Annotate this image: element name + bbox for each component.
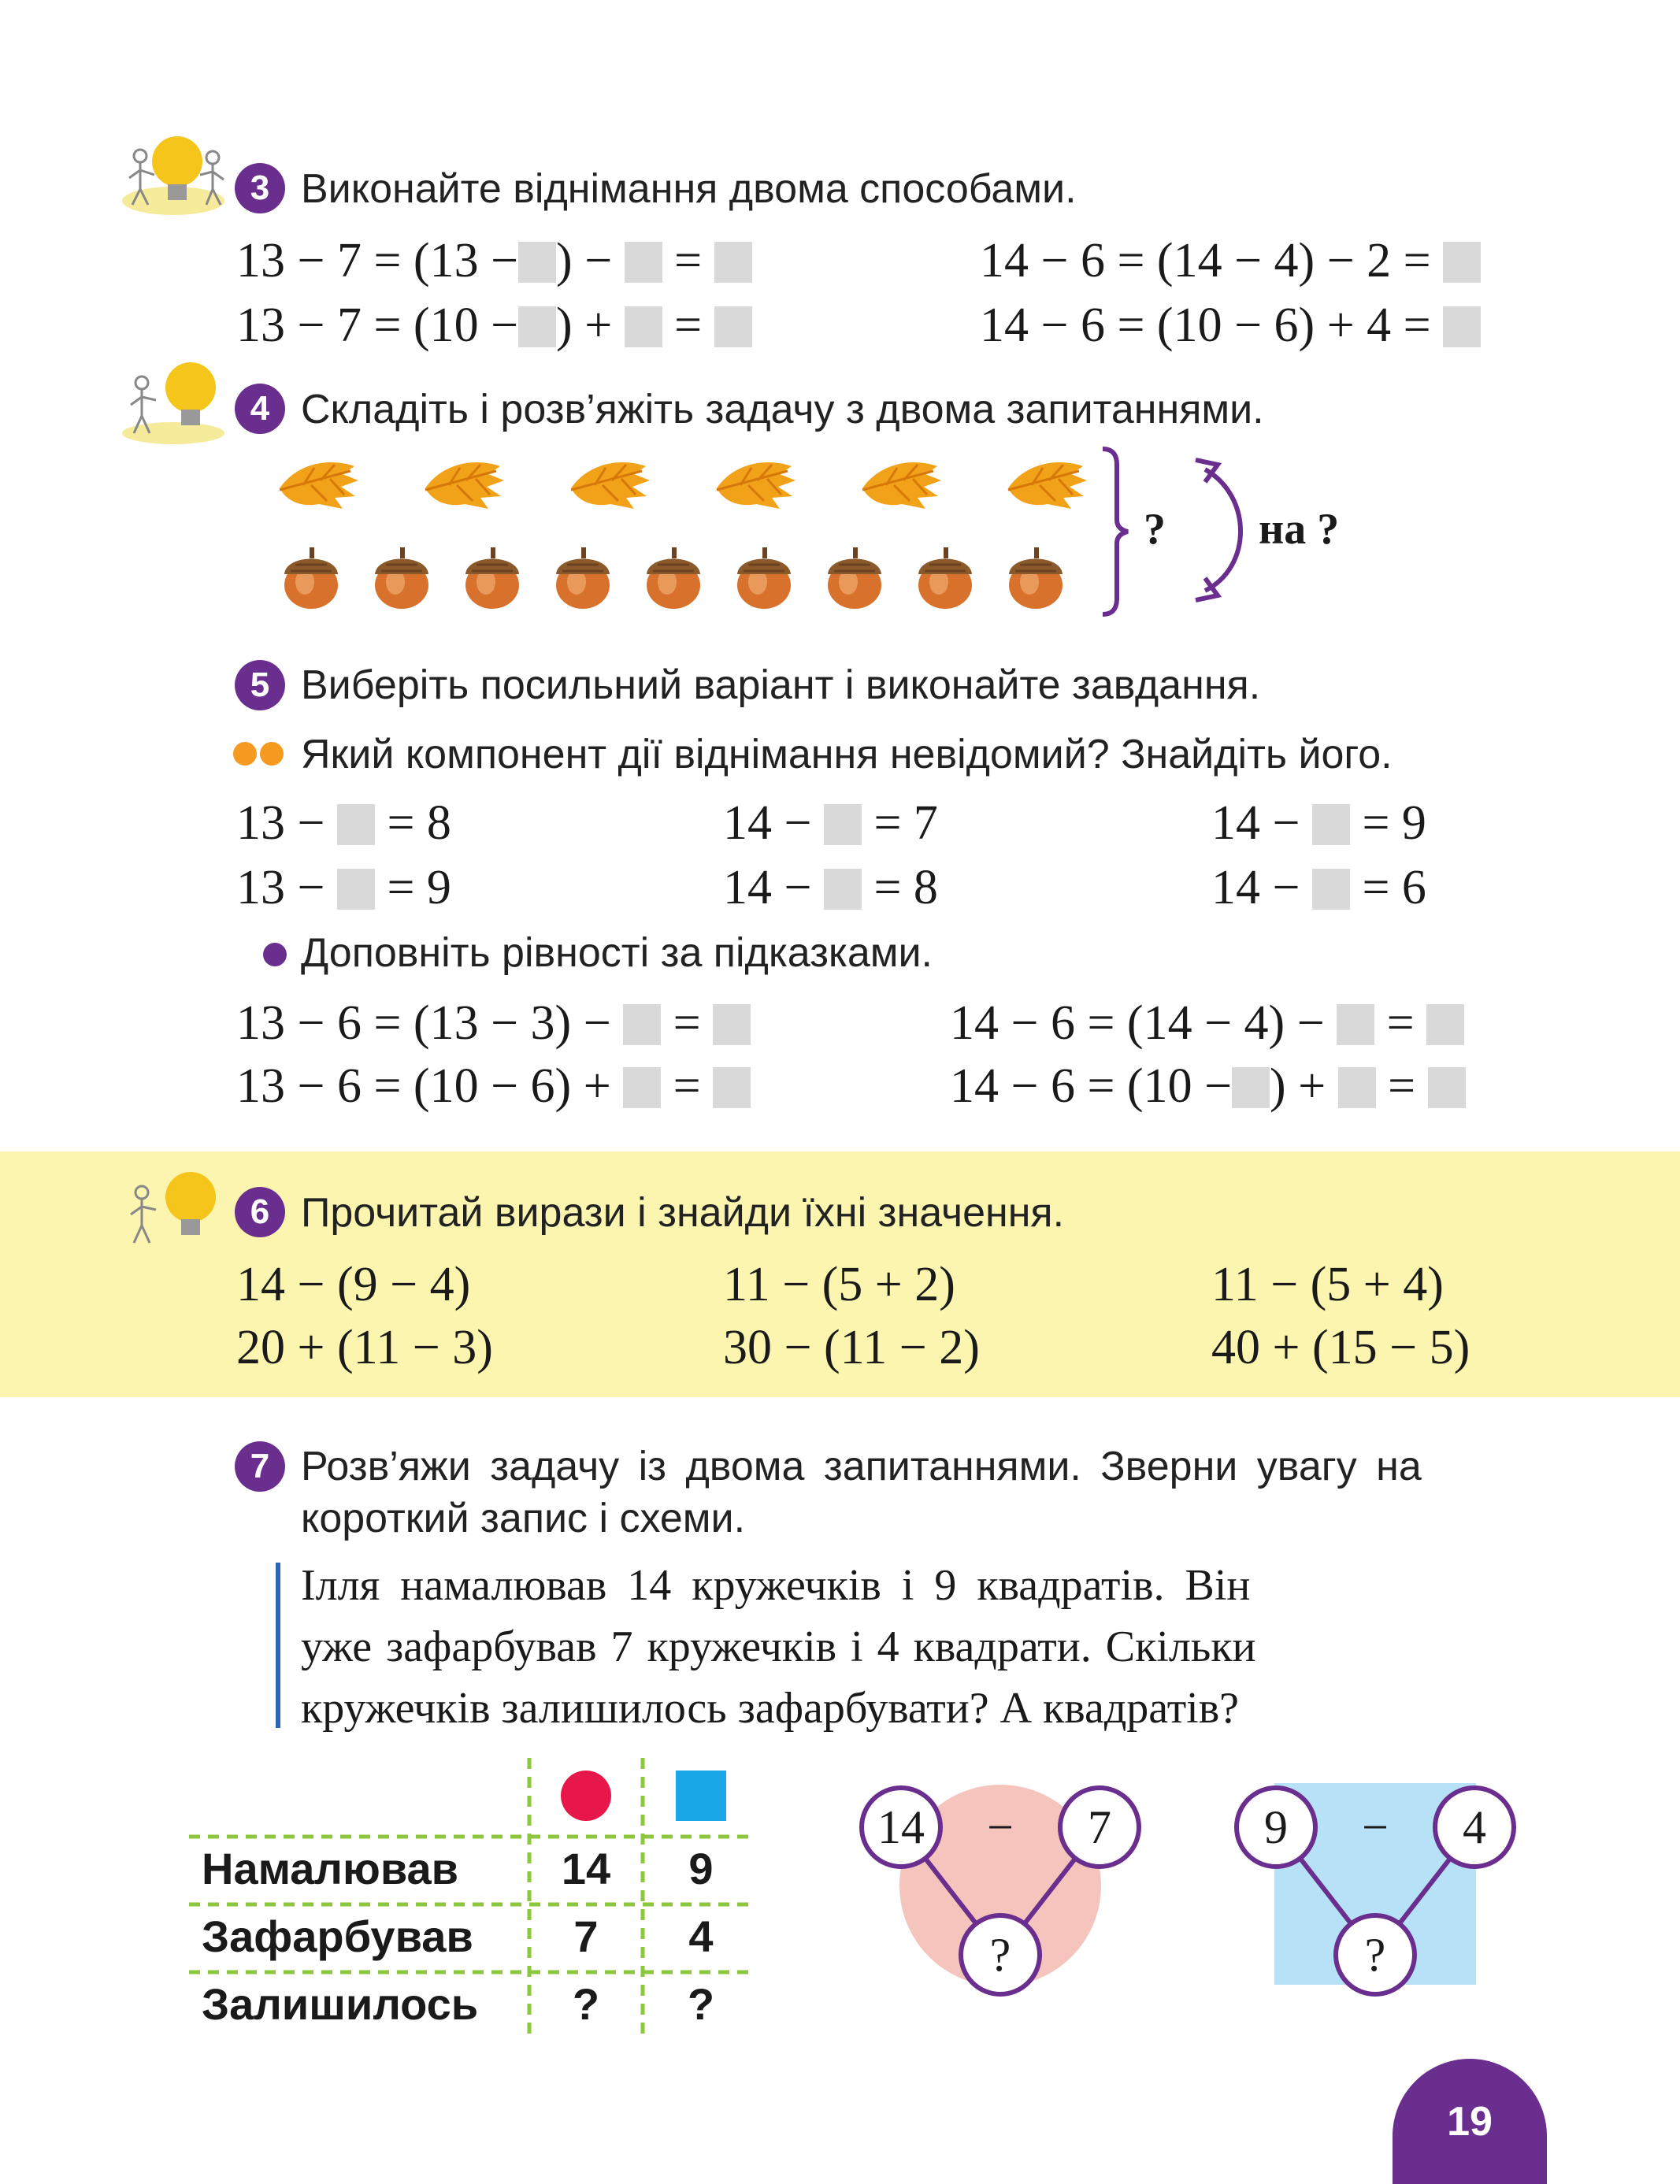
story-line-3: кружечків залишилось зафарбувати? А квадратів? [301,1684,1240,1733]
answer-box[interactable] [1426,1004,1464,1045]
answer-box[interactable] [518,306,556,347]
acorn-icon [1009,547,1063,609]
two-dots-icon [233,742,288,766]
lightbulb-kid-icon [118,354,228,449]
lightbulb-kids-icon [118,126,228,221]
answer-box[interactable] [623,1004,661,1045]
task-5-eq-6: 14 − = 6 [1211,861,1426,914]
acorn-icon [465,547,519,609]
task-6-expr-5: 30 − (11 − 2) [723,1321,980,1374]
row-label-drawn: Намалював [202,1844,459,1893]
task-6-title: Прочитай вирази і знайди їхні значення. [301,1190,1065,1236]
leaf-icon [1008,462,1087,509]
task-3-number: 3 [235,163,285,213]
scheme-2-result: ? [1364,1929,1386,1981]
scheme-2-minuend: 9 [1264,1801,1288,1853]
answer-box[interactable] [713,1067,751,1108]
task-3-title: Виконайте віднімання двома способами. [301,166,1077,212]
task-3-eq-2: 13 − 7 = (10 − ) + = [236,298,752,353]
answer-box[interactable] [1312,869,1350,910]
task-5-eq-2: 14 − = 7 [723,796,938,850]
remaining-squares: ? [687,1979,715,2029]
task-4-number: 4 [235,384,285,434]
circle-shape-icon [561,1771,611,1821]
answer-box[interactable] [623,1067,661,1108]
one-dot-icon [263,943,287,966]
task-5-eq-5: 14 − = 8 [723,861,938,914]
answer-box[interactable] [625,306,662,347]
answer-box[interactable] [518,242,556,283]
difference-question: на ? [1259,505,1340,554]
scheme-1-result: ? [989,1929,1011,1981]
acorn-icon [918,547,972,609]
scheme-1-subtrahend: 7 [1088,1801,1111,1853]
task-3-eq-1: 13 − 7 = (13 − ) − = [236,233,752,288]
scheme-2-operator: − [1362,1801,1389,1853]
task-5-eq-4: 13 − = 9 [236,861,451,914]
task-6-expr-2: 11 − (5 + 2) [723,1258,955,1311]
drawn-circles: 14 [561,1844,611,1893]
answer-box[interactable] [1337,1004,1374,1045]
brace-icon [1103,449,1128,614]
answer-box[interactable] [713,1004,751,1045]
leaf-icon [717,462,795,509]
story-rule [276,1563,280,1728]
answer-box[interactable] [1443,242,1481,283]
task-3-eq-3: 14 − 6 = (14 − 4) − 2 = [980,233,1481,288]
scheme-1-operator: − [987,1801,1014,1853]
task-7-number: 7 [235,1441,285,1492]
brace-question: ? [1144,505,1166,554]
page-number: 19 [1393,2059,1547,2184]
leaf-icon [571,462,650,509]
remaining-circles: ? [572,1979,600,2029]
answer-box[interactable] [1443,306,1481,347]
answer-box[interactable] [1338,1067,1376,1108]
acorn-icon [737,547,791,609]
task-6-expr-4: 20 + (11 − 3) [236,1321,493,1374]
answer-box[interactable] [824,804,862,845]
task-6-number: 6 [235,1187,285,1237]
task-6-expr-1: 14 − (9 − 4) [236,1258,471,1311]
leaf-icon [862,462,941,509]
drawn-squares: 9 [688,1844,714,1893]
task-5-eq-3: 14 − = 9 [1211,796,1426,850]
row-label-painted: Зафарбував [202,1911,473,1961]
task-6-expr-3: 11 − (5 + 4) [1211,1258,1444,1311]
acorn-icon [556,547,610,609]
row-label-remaining: Залишилось [202,1979,479,2029]
answer-box[interactable] [337,804,375,845]
task-5-eq-8: 13 − 6 = (10 − 6) + = [236,1059,751,1114]
story-line-1: Ілля намалював 14 кружечків і 9 квадратів. Він [301,1561,1251,1610]
answer-box[interactable] [337,869,375,910]
scheme-1-minuend: 14 [877,1801,925,1853]
task-7-title-line-2: короткий запис і схеми. [301,1496,746,1541]
task-5-eq-7: 13 − 6 = (13 − 3) − = [236,996,751,1051]
acorn-icon [375,547,428,609]
leaf-icon [280,462,358,509]
task-4-title: Складіть і розв’яжіть задачу з двома запитаннями. [301,387,1264,432]
acorn-icon [647,547,700,609]
leaf-icon [425,462,504,509]
answer-box[interactable] [1232,1067,1270,1108]
acorn-icon [828,547,881,609]
answer-box[interactable] [824,869,862,910]
curved-arrow-icon [1205,469,1241,591]
square-shape-icon [676,1771,726,1821]
task-5-eq-9: 14 − 6 = (14 − 4) − = [950,996,1464,1051]
task-5-variant-b: Доповніть рівності за підказками. [301,930,933,976]
task-5-number: 5 [235,660,285,710]
scheme-2-subtrahend: 4 [1463,1801,1486,1853]
answer-box[interactable] [1312,804,1350,845]
answer-box[interactable] [1428,1067,1466,1108]
answer-box[interactable] [714,242,752,283]
task-5-title: Виберіть посильний варіант і виконайте завдання. [301,662,1261,708]
task-5-eq-10: 14 − 6 = (10 − ) + = [950,1059,1466,1114]
answer-box[interactable] [625,242,662,283]
answer-box[interactable] [714,306,752,347]
leaves-and-acorns-illustration [268,441,1386,622]
task-6-expr-6: 40 + (15 − 5) [1211,1321,1470,1374]
task-3-eq-4: 14 − 6 = (10 − 6) + 4 = [980,298,1481,353]
painted-circles: 7 [573,1911,599,1961]
painted-squares: 4 [688,1911,714,1961]
acorn-icon [284,547,338,609]
task-5-eq-1: 13 − = 8 [236,796,451,850]
task-5-variant-a: Який компонент дії віднімання невідомий? Знайдіть його. [301,732,1393,777]
lightbulb-kid-icon [118,1164,228,1259]
story-line-2: уже зафарбував 7 кружечків і 4 квадрати. Скільки [301,1622,1256,1671]
task-7-title-line-1: Розв’яжи задачу із двома запитаннями. Зверни увагу на [301,1444,1422,1489]
